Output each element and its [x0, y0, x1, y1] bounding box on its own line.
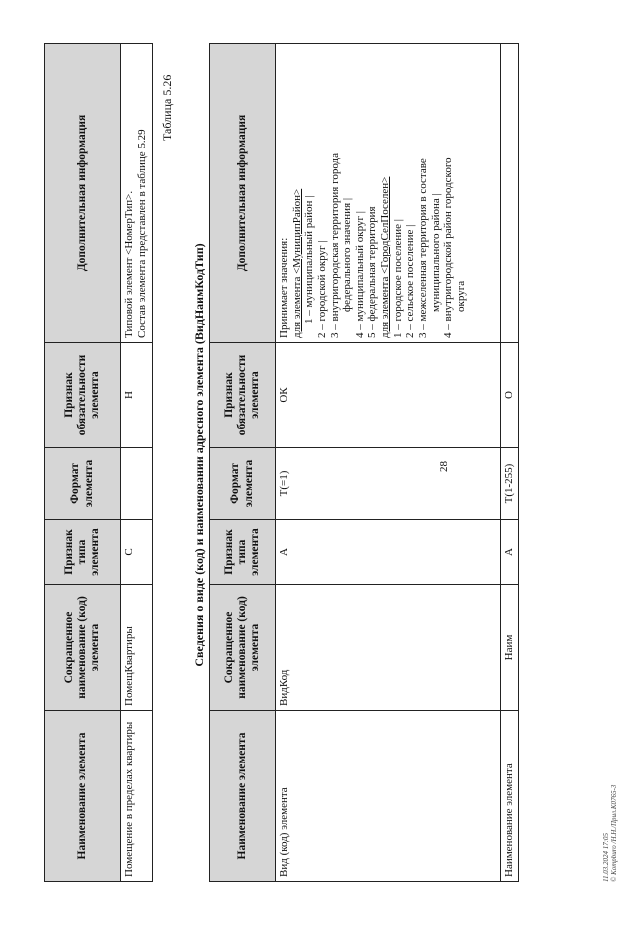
header-element-code: Сокращенное наименование (код) элемента: [210, 585, 276, 711]
cell-name: Помещение в пределах квартиры: [121, 711, 153, 882]
cell-format: T(=1): [276, 448, 501, 520]
info-value: округа: [454, 280, 467, 312]
table-caption: Сведения о виде (код) и наименовании адресного элемента (ВидНаимКодТип): [192, 243, 206, 667]
info-value: 2 – сельское поселение |: [404, 224, 417, 338]
info-value: 3 – внутригородская территория города: [328, 152, 341, 338]
cell-code: Наим: [501, 585, 519, 711]
cell-info: [276, 44, 501, 343]
cell-info: [121, 44, 153, 343]
cell-code: ПомещКвартиры: [121, 585, 153, 711]
cell-format: [121, 448, 153, 520]
cell-required: О: [501, 343, 519, 448]
table-label: Таблица 5.26: [160, 74, 174, 141]
address-element-table: [209, 43, 519, 882]
info-value: 4 – внутригородской район городского: [442, 157, 455, 338]
cell-name: Вид (код) элемента: [276, 711, 501, 882]
document-stamp: [602, 785, 619, 882]
header-element-type: Признак типа элемента: [210, 520, 276, 585]
info-value: федерального значения |: [341, 197, 354, 312]
page-number: 28: [438, 461, 450, 472]
table-header-row: [45, 44, 121, 882]
cell-required: Н: [121, 343, 153, 448]
header-element-code: Сокращенное наименование (код) элемента: [45, 585, 121, 711]
info-value: 4 – муниципальный округ |: [353, 211, 366, 338]
header-additional-info: Дополнительная информация: [210, 44, 276, 343]
header-element-name: Наименование элемента: [210, 711, 276, 882]
cell-format: T(1-255): [501, 448, 519, 520]
table-row: [276, 44, 501, 882]
table-header-row: [210, 44, 276, 882]
header-element-format: Формат элемента: [210, 448, 276, 520]
cell-type: А: [501, 520, 519, 585]
cell-type: А: [276, 520, 501, 585]
info-intro: Принимает значения:: [278, 237, 290, 338]
info-value: 1 – муниципальный район |: [303, 195, 316, 324]
info-line: Состав элемента представлен в таблице 5.29: [135, 129, 148, 338]
info-line: Типовой элемент <НомерТип>.: [123, 190, 135, 338]
header-element-format: Формат элемента: [45, 448, 121, 520]
cell-code: ВидКод: [276, 585, 501, 711]
cell-type: С: [121, 520, 153, 585]
header-element-required: Признак обязательности элемента: [45, 343, 121, 448]
info-group-title: для элемента <ГородСелПоселен>: [379, 176, 392, 338]
info-value: 1 – городское поселение |: [391, 219, 404, 338]
info-value: 5 – федеральная территория: [366, 206, 379, 338]
info-value: муниципального района |: [429, 193, 442, 312]
stamp-line: © Kompburo /Н.Н./Прил.К0765-3: [610, 784, 619, 882]
element-table-continued: [44, 43, 153, 882]
info-value: 3 – межселенная территория в составе: [417, 158, 430, 338]
info-group-title: для элемента <МуниципРайон>: [290, 188, 303, 338]
header-element-required: Признак обязательности элемента: [210, 343, 276, 448]
cell-required: ОК: [276, 343, 501, 448]
cell-name: Наименование элемента: [501, 711, 519, 882]
header-element-type: Признак типа элемента: [45, 520, 121, 585]
header-element-name: Наименование элемента: [45, 711, 121, 882]
header-additional-info: Дополнительная информация: [45, 44, 121, 343]
stamp-line: 11.03.2024 17:05: [602, 832, 610, 882]
info-value: 2 – городской округ |: [315, 240, 328, 338]
table-row: [121, 44, 153, 882]
cell-info: [501, 44, 519, 343]
table-row: [501, 44, 519, 882]
